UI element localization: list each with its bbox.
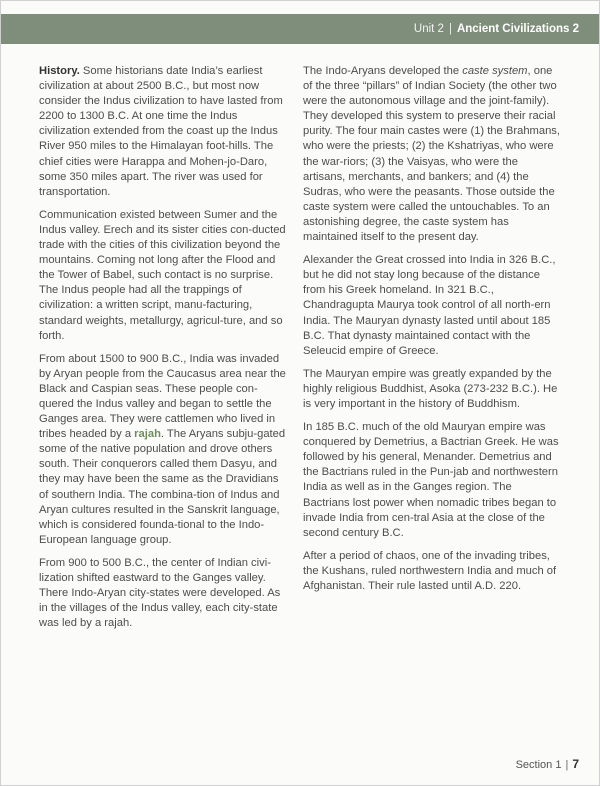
unit-label: Unit 2 [413,23,444,35]
paragraph-kushans: After a period of chaos, one of the invading tribes, the Kushans, ruled northwestern India and much of Afghanistan. Their rule lasted until A.D. 220. [303,549,557,592]
unit-header-band [1,14,599,44]
history-lead-heading: History. [39,65,80,77]
paragraph-communication: Communication existed between Sumer and the Indus valley. Erech and its sister cities con-ducted trade with the cities of this civilization beyond the mountains. Coming not long after the Flood and the Tower of Babel, such contact is no surprise. The Indus people had all the trappings of civilization: a written script, manu-facturing, standard weights, metallurgy, agricul-ture, and so forth. [39,208,286,342]
term-caste-system: caste system [462,65,528,77]
paragraph-history [39,64,287,200]
page-number: 7 [572,757,579,771]
paragraph-asoka: The Mauryan empire was greatly expanded by the highly religious Buddhist, Asoka (273-232 B.C.). He is very important in the history of Buddhism. [303,367,558,410]
aryan-text-before: From about 1500 to 900 B.C., India was invaded by Aryan people from the Caucasus area near the Black and Caspian seas. These people con-quered the Indus valley and began to settle the Ganges area. They were cattlemen who lived in tribes headed by a [39,352,286,441]
paragraph-aryan-invasion [39,352,287,548]
caste-text-before: The Indo-Aryans developed the [303,65,463,77]
caste-text-after: , one of the three “pillars” of Indian Society (the other two were the autonomous village and the joint-family). They developed this system to preserve their racial purity. The four main castes were (1) the Brahmans, who were the priests; (2) the Kshatriyas, who were the war-riors; (3) the Vaisyas, who were the artisans, merchants, and bankers; and (4) the Sudras, who were the peasants. Those outside the caste system were called the untouchables. To an astonishing degree, the caste system has maintained itself to the present day. [303,65,561,244]
header-separator: | [448,23,452,35]
footer-separator: | [565,759,569,771]
history-text: Some historians date India’s earliest civilization at about 2500 B.C., but most now consider the Indus civilization to have lasted from 2200 to 1300 B.C. At one time the Indus civilization extended from the coast up the Indus River 950 miles to the Himalayan foot-hills. The chief cities were Harappa and Mohen-jo-Daro, some 350 miles apart. The river was used for transportation. [39,65,283,198]
unit-title: Ancient Civilizations 2 [456,23,579,35]
glossary-term-rajah: rajah [134,428,161,441]
paragraph-ganges-shift: From 900 to 500 B.C., the center of Indian civi-lization shifted eastward to the Ganges valley. There Indo-Aryan city-states were developed. As in the villages of the Indus valley, each city-state was led by a rajah. [39,556,281,630]
unit-heading [414,14,579,44]
left-text-column [39,64,287,639]
right-text-column [303,64,561,602]
paragraph-alexander: Alexander the Great crossed into India in 326 B.C., but he did not stay long because of the distance from his Greek homeland. In 321 B.C., Chandragupta Maurya took control of all north-ern India. The Mauryan dynasty lasted until about 185 B.C. That dynasty maintained contact with the Seleucid empire of Greece. [303,254,556,357]
aryan-text-after: . The Aryans subju-gated some of the native population and drove others south. Their conquerors called them Dasyu, and they may have been the same as the Dravidians of southern India. The combina-tion of Indus and Aryan cultures resulted in the Sanskrit language, which is considered founda-tional to the Indo-European language group. [39,428,286,546]
section-label: Section 1 [515,759,562,771]
paragraph-caste-system [303,64,561,245]
paragraph-demetrius: In 185 B.C. much of the old Mauryan empire was conquered by Demetrius, a Bactrian Greek. He was followed by his general, Menander. Demetrius and the Bactrians ruled in the Pun-jab and northwestern India as well as in the Ganges region. The Bactrians lost power when nomadic tribes began to invade India from cen-tral Asia at the close of the second century B.C. [303,421,559,539]
page-footer [516,757,579,771]
